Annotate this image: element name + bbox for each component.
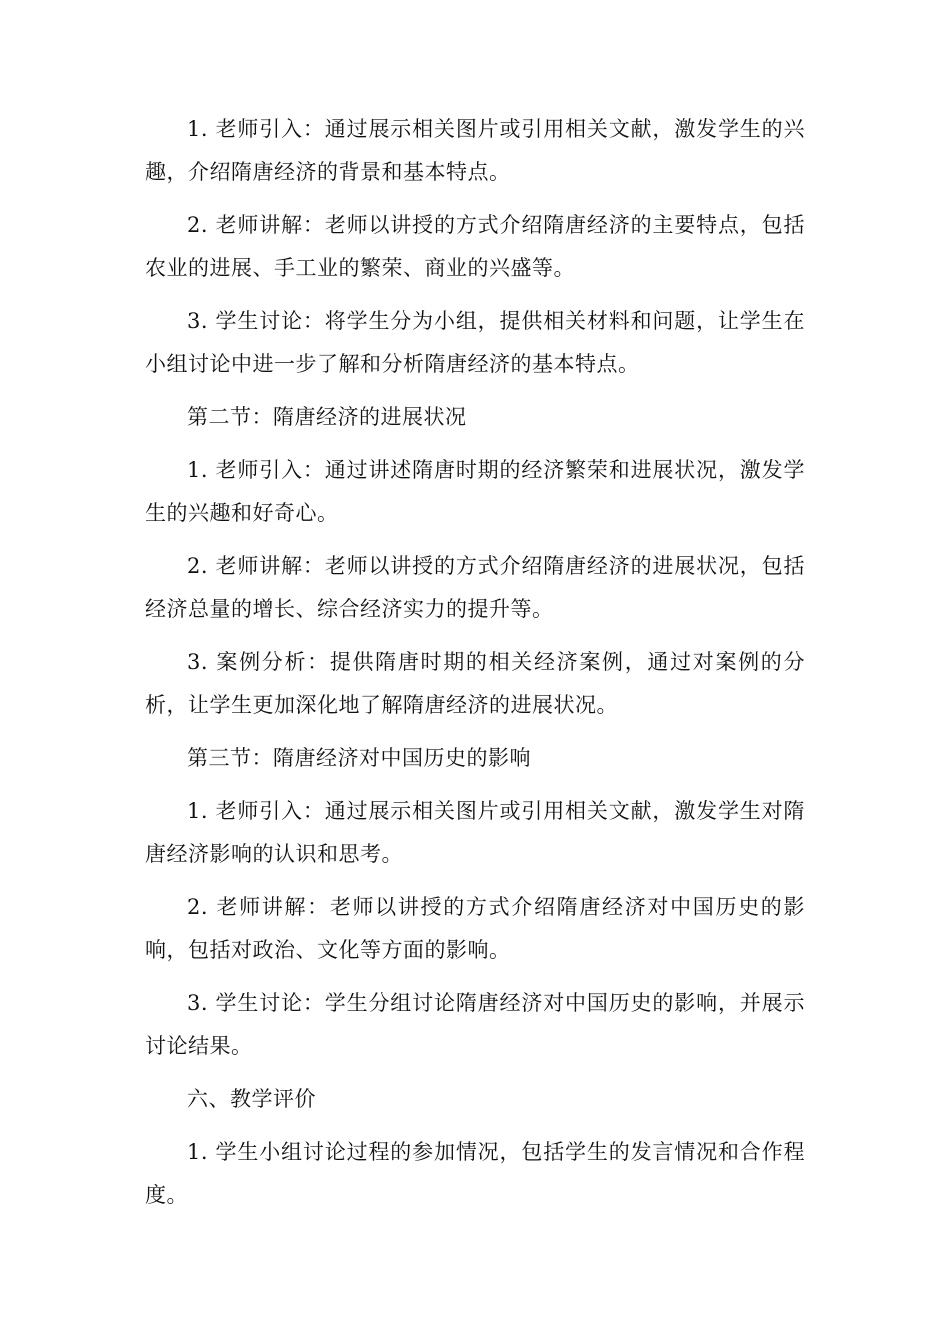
section-heading-2: 第二节：隋唐经济的进展状况 xyxy=(187,405,467,429)
paragraph-section1-item3: 3. 学生讨论：将学生分为小组，提供相关材料和问题，让学生在小组讨论中进一步了解和分析隋唐经济的基本特点。 xyxy=(145,309,805,376)
paragraph-section2-item1: 1. 老师引入：通过讲述隋唐时期的经济繁荣和进展状况，激发学生的兴趣和好奇心。 xyxy=(145,458,805,525)
paragraph-section3-item3: 3. 学生讨论：学生分组讨论隋唐经济对中国历史的影响，并展示讨论结果。 xyxy=(145,991,805,1058)
paragraph-section1-item1: 1. 老师引入：通过展示相关图片或引用相关文献，激发学生的兴趣，介绍隋唐经济的背景和基本特点。 xyxy=(145,117,805,184)
paragraph-section3-item2: 2. 老师讲解：老师以讲授的方式介绍隋唐经济对中国历史的影响，包括对政治、文化等方面的影响。 xyxy=(145,895,805,962)
paragraph-section2-item3: 3. 案例分析：提供隋唐时期的相关经济案例，通过对案例的分析，让学生更加深化地了解隋唐经济的进展状况。 xyxy=(145,650,805,717)
paragraph-evaluation-item1: 1. 学生小组讨论过程的参加情况，包括学生的发言情况和合作程度。 xyxy=(145,1140,805,1207)
paragraph-section2-item2: 2. 老师讲解：老师以讲授的方式介绍隋唐经济的进展状况，包括经济总量的增长、综合经济实力的提升等。 xyxy=(145,554,805,621)
document-page xyxy=(145,108,805,1227)
section-heading-evaluation: 六、教学评价 xyxy=(187,1087,316,1111)
section-heading-3: 第三节：隋唐经济对中国历史的影响 xyxy=(187,746,531,770)
paragraph-section1-item2: 2. 老师讲解：老师以讲授的方式介绍隋唐经济的主要特点，包括农业的进展、手工业的繁荣、商业的兴盛等。 xyxy=(145,213,805,280)
paragraph-section3-item1: 1. 老师引入：通过展示相关图片或引用相关文献，激发学生对隋唐经济影响的认识和思考。 xyxy=(145,799,805,866)
